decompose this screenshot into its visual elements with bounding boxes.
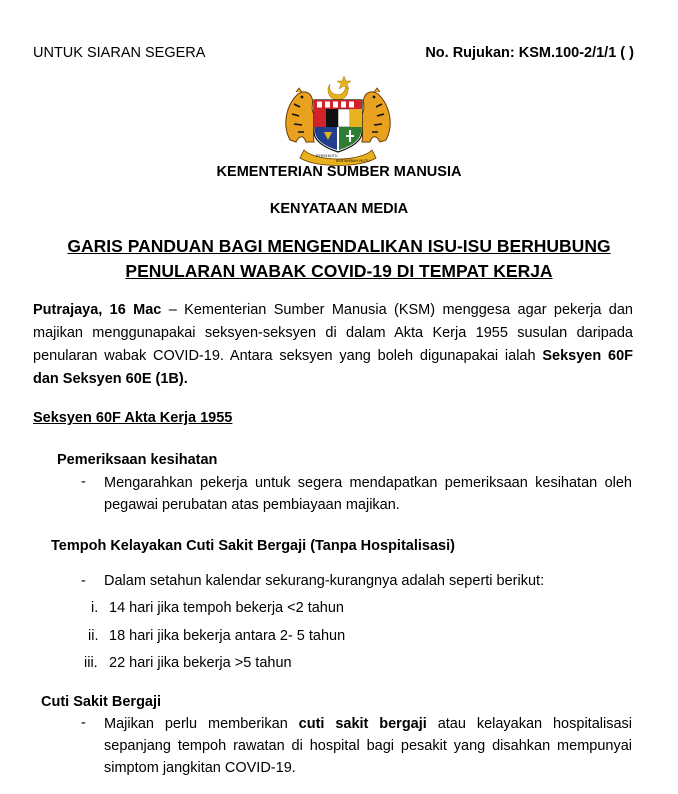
right-tiger-icon (361, 88, 390, 142)
statement-type: KENYATAAN MEDIA (269, 201, 409, 217)
dateline: Putrajaya, 16 Mac (33, 302, 162, 318)
cuti-bullet (104, 713, 632, 779)
section-60f-heading: Seksyen 60F Akta Kerja 1955 (33, 410, 233, 426)
dash-bullet: - (81, 474, 86, 490)
ministry-name: KEMENTERIAN SUMBER MANUSIA (216, 164, 462, 180)
list-item-text: 22 hari jika bekerja >5 tahun (109, 655, 292, 671)
left-tiger-icon (286, 88, 315, 142)
shield-icon (314, 100, 362, 152)
malaysia-coat-of-arms-emblem (276, 70, 400, 166)
intro-paragraph (33, 299, 633, 391)
cuti-text-bold: cuti sakit bergaji (298, 716, 427, 732)
list-item-text: 14 hari jika tempoh bekerja <2 tahun (109, 600, 344, 616)
motto-right: BERTAMBAH MUTU (336, 159, 370, 163)
intro-text: – Kementerian Sumber Manusia (KSM) menggesa agar pekerja dan majikan menggunapakai seksyen-seksyen di dalam Akta Kerja 1955 susulan daripada penularan wabak COVID-19. Antara seksyen yang boleh digunapakai ialah (33, 302, 633, 364)
list-item-text: 18 hari jika bekerja antara 2- 5 tahun (109, 628, 346, 644)
title-line-1: GARIS PANDUAN BAGI MENGENDALIKAN ISU-ISU BERHUBUNG (67, 236, 611, 256)
list-item-number: ii. (88, 628, 99, 644)
cuti-text-post: atau kelayakan hospitalisasi sepanjang tempoh rawatan di hospital bagi pesakit yang disahkan mempunyai simptom jangkitan COVID-19. (104, 716, 632, 776)
reference-number: No. Rujukan: KSM.100-2/1/1 ( ) (425, 45, 634, 61)
cuti-text-pre: Majikan perlu memberikan (104, 716, 299, 732)
intro-bold-sections: Seksyen 60F dan Seksyen 60E (1B). (33, 348, 633, 387)
motto-left: BERSEKUTU (316, 154, 338, 158)
list-item-number: iii. (84, 655, 98, 671)
tempoh-bullet: Dalam setahun kalendar sekurang-kurangnya adalah seperti berikut: (104, 573, 545, 589)
release-label: UNTUK SIARAN SEGERA (33, 45, 206, 61)
cuti-heading: Cuti Sakit Bergaji (41, 694, 162, 710)
pemeriksaan-bullet: Mengarahkan pekerja untuk segera mendapatkan pemeriksaan kesihatan oleh pegawai perubatan atas pembiayaan majikan. (104, 475, 632, 513)
tempoh-heading: Tempoh Kelayakan Cuti Sakit Bergaji (Tanpa Hospitalisasi) (51, 538, 455, 554)
pemeriksaan-heading: Pemeriksaan kesihatan (57, 452, 218, 468)
dash-bullet: - (81, 715, 86, 731)
dash-bullet: - (81, 573, 86, 589)
list-item-number: i. (91, 600, 99, 616)
title-line-2: PENULARAN WABAK COVID-19 DI TEMPAT KERJA (125, 261, 553, 281)
